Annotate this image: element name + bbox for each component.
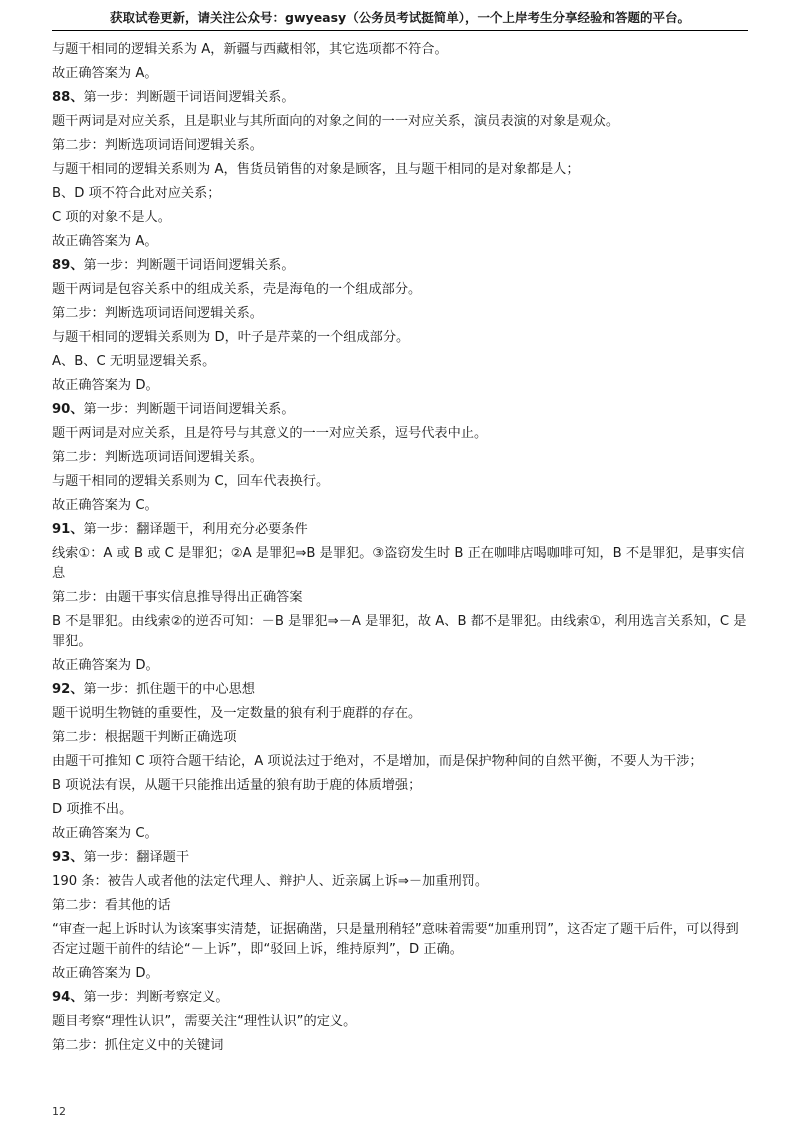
line-text: 第一步：判断题干词语间逻辑关系。	[83, 258, 295, 273]
text-line	[52, 62, 750, 86]
text-line	[52, 374, 750, 398]
line-text: 第二步：判断选项词语间逻辑关系。	[52, 306, 263, 321]
line-text: 与题干相同的逻辑关系为 A，新疆与西藏相邻，其它选项都不符合。	[52, 42, 448, 57]
line-text: 第二步：根据题干判断正确选项	[52, 730, 237, 745]
text-line	[52, 86, 750, 110]
line-text: 线索①：A 或 B 或 C 是罪犯；②A 是罪犯⇒B 是罪犯。③盗窃发生时 B 正在咖啡店喝咖啡可知，B 不是罪犯，是事实信息	[52, 546, 745, 581]
line-text: 题干两词是对应关系，且是职业与其所面向的对象之间的一一对应关系，演员表演的对象是观众。	[52, 114, 620, 129]
line-text: 第一步：翻译题干	[83, 850, 190, 865]
line-text: 故正确答案为 A。	[52, 234, 158, 249]
text-line	[52, 610, 750, 654]
page-header: 获取试卷更新，请关注公众号：gwyeasy（公务员考试挺简单），一个上岸考生分享经验和答题的平台。	[110, 10, 690, 25]
text-line	[52, 134, 750, 158]
question-number: 93、	[52, 850, 84, 865]
question-number: 92、	[52, 682, 84, 697]
line-text: 故正确答案为 D。	[52, 378, 159, 393]
line-text: 题干两词是包容关系中的组成关系，壳是海龟的一个组成部分。	[52, 282, 422, 297]
line-text: 故正确答案为 A。	[52, 66, 158, 81]
line-text: C 项的对象不是人。	[52, 210, 171, 225]
text-line	[52, 398, 750, 422]
text-line	[52, 1010, 750, 1034]
line-text: 与题干相同的逻辑关系则为 D，叶子是芹菜的一个组成部分。	[52, 330, 410, 345]
page-number: 12	[52, 1105, 66, 1118]
line-text: B、D 项不符合此对应关系；	[52, 186, 221, 201]
text-line	[52, 750, 750, 774]
text-line	[52, 702, 750, 726]
text-line	[52, 774, 750, 798]
text-line	[52, 494, 750, 518]
text-line	[52, 846, 750, 870]
text-line	[52, 586, 750, 610]
text-line	[52, 278, 750, 302]
line-text: 第二步：抓住定义中的关键词	[52, 1038, 224, 1053]
text-line	[52, 798, 750, 822]
text-line	[52, 350, 750, 374]
line-text: 第一步：抓住题干的中心思想	[83, 682, 255, 697]
line-text: 故正确答案为 D。	[52, 966, 159, 981]
text-line	[52, 158, 750, 182]
text-line	[52, 870, 750, 894]
text-line	[52, 182, 750, 206]
text-line	[52, 110, 750, 134]
text-line	[52, 822, 750, 846]
line-text: A、B、C 无明显逻辑关系。	[52, 354, 216, 369]
line-text: 故正确答案为 C。	[52, 498, 158, 513]
line-text: 与题干相同的逻辑关系则为 A，售货员销售的对象是顾客，且与题干相同的是对象都是人；	[52, 162, 580, 177]
line-text: 第一步：判断题干词语间逻辑关系。	[83, 402, 295, 417]
text-line	[52, 38, 750, 62]
text-line	[52, 470, 750, 494]
line-text: 第二步：看其他的话	[52, 898, 171, 913]
question-number: 94、	[52, 990, 84, 1005]
line-text: 与题干相同的逻辑关系则为 C，回车代表换行。	[52, 474, 330, 489]
text-line	[52, 986, 750, 1010]
line-text: 题干说明生物链的重要性，及一定数量的狼有利于鹿群的存在。	[52, 706, 422, 721]
question-number: 91、	[52, 522, 84, 537]
text-line	[52, 446, 750, 470]
text-line	[52, 962, 750, 986]
text-line	[52, 918, 750, 962]
line-text: 故正确答案为 C。	[52, 826, 158, 841]
text-line	[52, 326, 750, 350]
question-number: 88、	[52, 90, 84, 105]
text-line	[52, 206, 750, 230]
text-line	[52, 654, 750, 678]
line-text: 第一步：判断考察定义。	[83, 990, 229, 1005]
line-text: 第一步：判断题干词语间逻辑关系。	[83, 90, 295, 105]
line-text: 190 条：被告人或者他的法定代理人、辩护人、近亲属上诉⇒－加重刑罚。	[52, 874, 489, 889]
line-text: 第一步：翻译题干，利用充分必要条件	[83, 522, 308, 537]
text-line	[52, 726, 750, 750]
line-text: “审查一起上诉时认为该案事实清楚，证据确凿，只是量刑稍轻”意味着需要“加重刑罚”，这否定了题干后件，可以得到否定过题干前件的结论“－上诉”，即“驳回上诉，维持原判”，D 正确。	[52, 922, 739, 957]
line-text: 第二步：由题干事实信息推导得出正确答案	[52, 590, 303, 605]
line-text: 第二步：判断选项词语间逻辑关系。	[52, 450, 263, 465]
text-line	[52, 678, 750, 702]
line-text: 题干两词是对应关系，且是符号与其意义的一一对应关系，逗号代表中止。	[52, 426, 488, 441]
line-text: 第二步：判断选项词语间逻辑关系。	[52, 138, 263, 153]
line-text: D 项推不出。	[52, 802, 133, 817]
text-line	[52, 302, 750, 326]
text-line	[52, 518, 750, 542]
header-rule	[52, 30, 748, 31]
text-line	[52, 542, 750, 586]
text-line	[52, 254, 750, 278]
text-line	[52, 422, 750, 446]
question-number: 90、	[52, 402, 84, 417]
text-line	[52, 894, 750, 918]
line-text: 题目考察“理性认识”，需要关注“理性认识”的定义。	[52, 1014, 357, 1029]
question-number: 89、	[52, 258, 84, 273]
line-text: 由题干可推知 C 项符合题干结论，A 项说法过于绝对，不是增加，而是保护物种间的自然平衡，不要人为干涉；	[52, 754, 703, 769]
line-text: B 项说法有误，从题干只能推出适量的狼有助于鹿的体质增强；	[52, 778, 422, 793]
text-line	[52, 1034, 750, 1058]
text-line	[52, 230, 750, 254]
line-text: B 不是罪犯。由线索②的逆否可知：－B 是罪犯⇒－A 是罪犯，故 A、B 都不是罪犯。由线索①，利用选言关系知，C 是罪犯。	[52, 614, 747, 649]
document-body	[52, 38, 750, 1058]
line-text: 故正确答案为 D。	[52, 658, 159, 673]
